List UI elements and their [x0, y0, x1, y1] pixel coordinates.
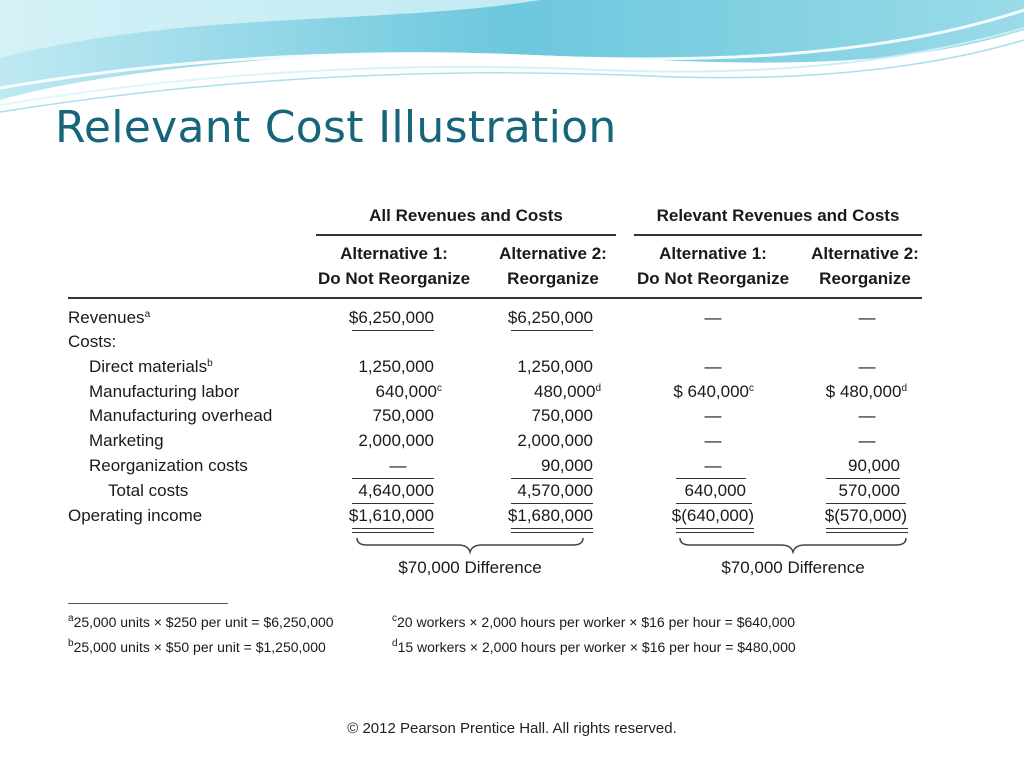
row-label-total-costs: Total costs	[108, 481, 189, 500]
cell: 480,000$^d$	[533, 382, 601, 401]
underline	[826, 478, 900, 479]
cell: 4,570,000	[517, 481, 593, 500]
cell: 4,640,000	[358, 481, 434, 500]
difference-brace-left	[355, 536, 585, 554]
row-label-direct-materials: Direct materials$^b$	[89, 357, 213, 376]
cell: $6,250,000	[507, 308, 593, 327]
cell: —	[704, 406, 722, 425]
cell: $(640,000)	[671, 506, 754, 525]
underline	[352, 503, 434, 504]
underline	[511, 503, 593, 504]
row-label-revenues: Revenues$^a$	[68, 308, 151, 327]
row-label-manufacturing-labor: Manufacturing labor	[89, 382, 240, 401]
row-label-reorganization-costs: Reorganization costs	[89, 456, 248, 475]
cell: 1,250,000	[358, 357, 434, 376]
col-header-4-line1: Alternative 2:	[811, 244, 919, 263]
group-underline-all	[316, 234, 616, 236]
cell: 90,000	[848, 456, 900, 475]
double-underline	[676, 532, 754, 533]
double-underline	[676, 528, 754, 529]
underline	[676, 478, 746, 479]
cell: 2,000,000	[517, 431, 593, 450]
double-underline	[826, 528, 908, 529]
difference-brace-right	[678, 536, 908, 554]
cell: —	[704, 357, 722, 376]
col-header-3-line1: Alternative 1:	[659, 244, 767, 263]
cell: 1,250,000	[517, 357, 593, 376]
footnote-d: $^d$15 workers × 2,000 hours per worker × $16 per hour = $480,000	[392, 638, 796, 655]
cell: $ 640,000$^c$	[673, 382, 754, 401]
group-header-relevant: Relevant Revenues and Costs	[656, 206, 900, 225]
page-title: Relevant Cost Illustration	[55, 102, 617, 153]
row-label-marketing: Marketing	[89, 431, 164, 450]
group-underline-relevant	[634, 234, 922, 236]
difference-label-right: $70,000 Difference	[721, 558, 865, 577]
double-underline	[511, 532, 593, 533]
cell: $6,250,000	[348, 308, 434, 327]
cell: 2,000,000	[358, 431, 434, 450]
header-rule	[68, 297, 922, 299]
cell: 640,000	[684, 481, 746, 500]
footnote-a: $^a$25,000 units × $250 per unit = $6,250,000	[68, 613, 334, 630]
double-underline	[352, 528, 434, 529]
cell: —	[704, 431, 722, 450]
underline	[826, 503, 906, 504]
col-header-4-line2: Reorganize	[819, 269, 911, 288]
cell: 90,000	[541, 456, 593, 475]
double-underline	[826, 532, 908, 533]
footnote-c: $^c$20 workers × 2,000 hours per worker × $16 per hour = $640,000	[392, 613, 796, 630]
group-header-all: All Revenues and Costs	[369, 206, 563, 225]
footnote-b: $^b$25,000 units × $50 per unit = $1,250,000	[68, 638, 326, 655]
double-underline	[511, 528, 593, 529]
col-header-2-line2: Reorganize	[507, 269, 599, 288]
underline	[511, 330, 593, 331]
underline	[352, 478, 434, 479]
cell: —	[858, 431, 876, 450]
col-header-1-line2: Do Not Reorganize	[317, 269, 471, 288]
cell: 640,000$^c$	[375, 382, 442, 401]
col-header-3-line2: Do Not Reorganize	[636, 269, 790, 288]
row-label-manufacturing-overhead: Manufacturing overhead	[89, 406, 273, 425]
cell: —	[858, 308, 876, 327]
cell: $1,610,000	[348, 506, 434, 525]
row-label-operating-income: Operating income	[68, 506, 203, 525]
underline	[511, 478, 593, 479]
cell: $ 480,000$^d$	[825, 382, 907, 401]
footnote-rule	[68, 603, 228, 604]
underline	[676, 503, 752, 504]
cell: $1,680,000	[507, 506, 593, 525]
cell: $(570,000)	[824, 506, 907, 525]
cell: —	[858, 406, 876, 425]
col-header-2-line1: Alternative 2:	[499, 244, 607, 263]
cell: —	[389, 456, 407, 475]
cell: —	[704, 456, 722, 475]
double-underline	[352, 532, 434, 533]
cell: 750,000	[531, 406, 593, 425]
cell: —	[858, 357, 876, 376]
cell: 570,000	[838, 481, 900, 500]
copyright-notice: © 2012 Pearson Prentice Hall. All rights reserved.	[347, 720, 677, 737]
difference-label-left: $70,000 Difference	[398, 558, 542, 577]
cell: 750,000	[372, 406, 434, 425]
underline	[352, 330, 434, 331]
col-header-1-line1: Alternative 1:	[340, 244, 448, 263]
cell: —	[704, 308, 722, 327]
row-label-costs: Costs:	[68, 332, 117, 351]
